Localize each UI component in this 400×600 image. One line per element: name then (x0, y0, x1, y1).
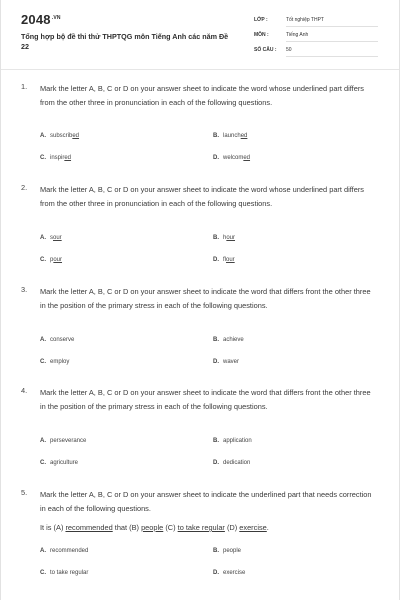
meta-subject-value: Tiếng Anh (286, 32, 378, 42)
option-a[interactable]: A. recommended (40, 548, 89, 554)
question-number: 4. (21, 386, 28, 395)
site-logo[interactable] (21, 12, 61, 27)
option-b[interactable]: B. achieve (213, 337, 244, 343)
option-c[interactable]: C. inspired (40, 155, 72, 161)
option-b[interactable]: B. launched (213, 133, 248, 139)
option-a[interactable]: A. sour (40, 235, 62, 241)
option-a[interactable]: A. subscribed (40, 133, 80, 139)
option-c[interactable]: C. pour (40, 257, 63, 263)
page-header (1, 0, 400, 70)
option-d[interactable]: D. exercise (213, 570, 246, 576)
meta-count-value: 50 (286, 47, 378, 57)
question-text: Mark the letter A, B, C or D on your answer sheet to indicate the word whose underlined part differs from the other three in pronunciation in each of the following questions. (40, 185, 364, 208)
option-d[interactable]: D. flour (213, 257, 235, 263)
question-number: 5. (21, 488, 28, 497)
question-text: Mark the letter A, B, C or D on your answer sheet to indicate the underlined part that needs correction in each of the following questions. (40, 490, 372, 513)
question-number: 2. (21, 183, 28, 192)
option-d[interactable]: D. dedication (213, 460, 251, 466)
logo-text: 2048 (21, 12, 51, 27)
question-number: 3. (21, 285, 28, 294)
question-text: Mark the letter A, B, C or D on your answer sheet to indicate the word whose underlined part differs from the other three in pronunciation in each of the following questions. (40, 84, 364, 107)
option-d[interactable]: D. waver (213, 359, 240, 365)
option-b[interactable]: B. people (213, 548, 242, 554)
option-c[interactable]: C. to take regular (40, 570, 89, 576)
logo-suffix: .VN (51, 14, 61, 21)
document-title: Tổng hợp bộ đề thi thử THPTQG môn Tiếng Anh các năm Đề 22 (21, 32, 229, 51)
option-c[interactable]: C. employ (40, 359, 70, 365)
question-text: Mark the letter A, B, C or D on your answer sheet to indicate the word that differs front the other three in the position of the primary stress in each of the following questions. (40, 388, 371, 411)
option-a[interactable]: A. perseverance (40, 438, 87, 444)
option-d[interactable]: D. welcomed (213, 155, 251, 161)
meta-count-label: SỐ CÂU : (254, 47, 277, 53)
question-number: 1. (21, 82, 28, 91)
option-b[interactable]: B. application (213, 438, 252, 444)
question-sentence: It is (A) recommended that (B) people (C) to take regular (D) exercise. (40, 523, 269, 532)
option-b[interactable]: B. hour (213, 235, 236, 241)
option-c[interactable]: C. agriculture (40, 460, 79, 466)
meta-subject-label: MÔN : (254, 32, 269, 38)
question-text: Mark the letter A, B, C or D on your answer sheet to indicate the word that differs front the other three in the position of the primary stress in each of the following questions. (40, 287, 371, 310)
meta-class-label: LỚP : (254, 17, 268, 23)
option-a[interactable]: A. conserve (40, 337, 75, 343)
meta-class-value: Tốt nghiệp THPT (286, 17, 378, 27)
